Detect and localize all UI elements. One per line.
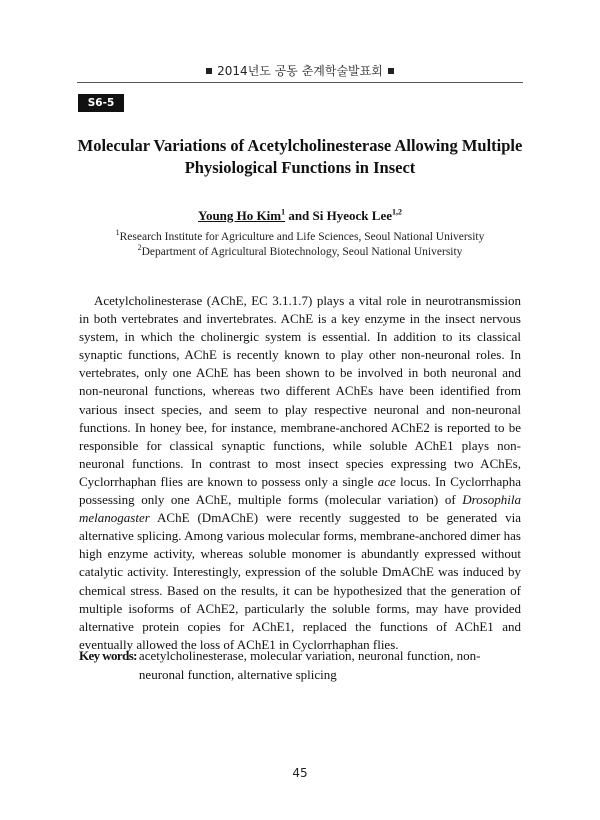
conference-title: 2014년도 공동 춘계학술발표회 [217, 64, 383, 78]
author-1: Young Ho Kim$^1$ [198, 207, 286, 223]
author-line [0, 208, 600, 224]
keywords-text: acetylcholinesterase, molecular variation, neuronal function, non-neuronal function, alternative splicing [138, 648, 481, 682]
square-bullet-icon [206, 68, 212, 74]
abstract-body: Acetylcholinesterase (AChE, EC 3.1.1.7) plays a vital role in neurotransmission in both vertebrates and invertebrates. AChE is a key enzyme in the insect nervous system, in which the cholinergic system is essential. In addition to its classical synaptic functions, AChE is recently known to play other non-neuronal roles. In vertebrates, only one AChE has been shown to be involved in both neuronal and non-neuronal functions, whereas two different AChEs have been identified from various insect species, and seem to play respective neuronal and non-neuronal functions. In honey bee, for instance, membrane-anchored AChE2 is reported to be responsible for classical synaptic functions, while soluble AChE1 plays non-neuronal functions. In contrast to most insect species expressing two AChEs, Cyclorrhaphan flies are known to possess only a single ace locus. In Cyclorrhapha possessing only one AChE, multiple forms (molecular variation) of Drosophila melanogaster AChE (DmAChE) were recently suggested to be generated via alternative splicing. Among various molecular forms, membrane-anchored dimer has high enzyme activity, whereas soluble monomer is abundantly expressed without catalytic activity. Interestingly, expression of the soluble DmAChE was induced by chemical stress. Based on the results, it can be hypothesized that the generation of multiple isoforms of AChE2, particularly the soluble forms, may have provided alternative protein copies for AChE1, replaced the functions of AChE1 and eventually allowed the loss of AChE1 in Cyclorrhaphan flies. [79, 293, 521, 652]
conference-header [0, 62, 600, 79]
page-number: 45 [292, 766, 308, 780]
keywords-label: Key words: [79, 648, 137, 663]
italic-gene-name: ace [377, 473, 396, 489]
author-1-affil-sup: 1 [281, 207, 286, 217]
session-badge: S6-5 [78, 94, 124, 112]
author-conjunction: and [288, 208, 310, 223]
square-bullet-icon [388, 68, 394, 74]
keywords [79, 646, 524, 684]
affiliation-1: $^1$Research Institute for Agriculture and Life Sciences, Seoul National University [115, 228, 485, 243]
italic-species-name: Drosophila melanogaster [79, 492, 521, 526]
paper-title: Molecular Variations of Acetylcholinesterase Allowing Multiple Physiological Functions in Insect [77, 136, 523, 177]
author-2: Si Hyeock Lee$^{1,2}$ [312, 207, 402, 223]
affiliation-2: $^2$Department of Agricultural Biotechnology, Seoul National University [137, 242, 463, 258]
affiliations [0, 230, 600, 259]
author-2-affil-sup: 1,2 [391, 207, 402, 217]
header-divider [77, 82, 523, 83]
